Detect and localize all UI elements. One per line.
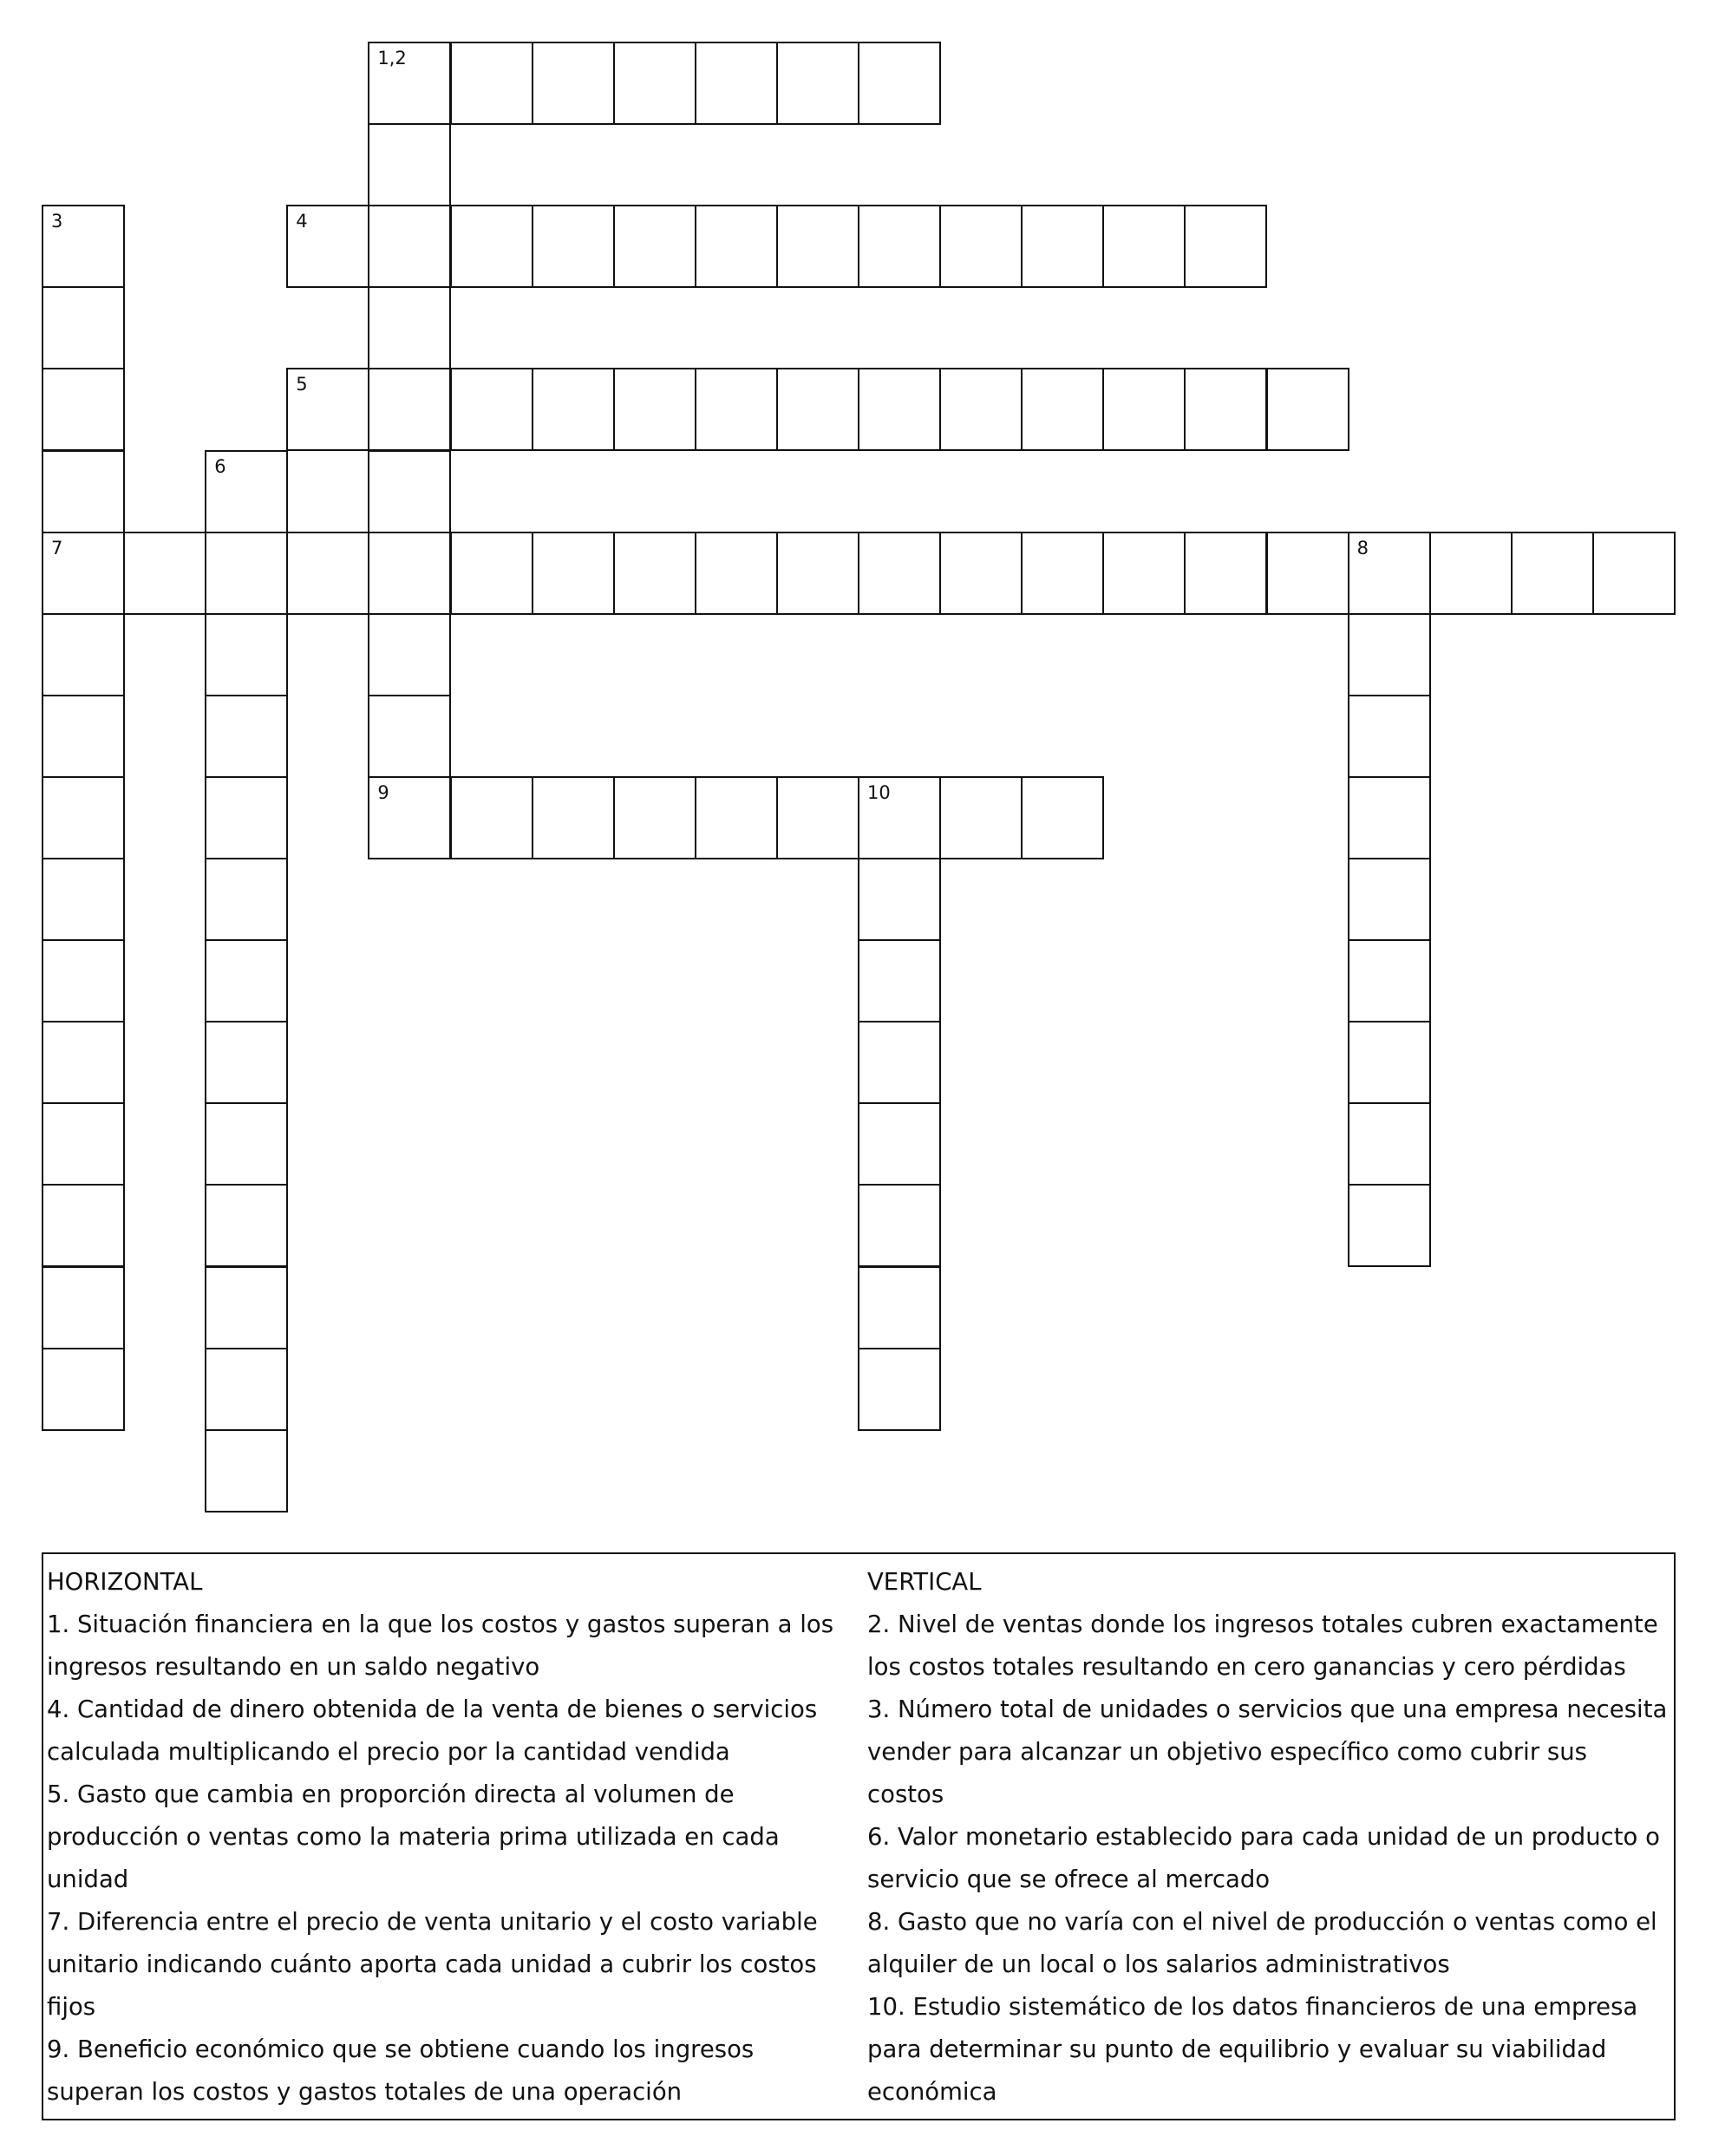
grid-cell[interactable] (1348, 939, 1431, 1022)
grid-cell[interactable] (205, 1102, 288, 1186)
grid-cell[interactable] (858, 1021, 941, 1104)
grid-cell[interactable] (1266, 368, 1349, 451)
grid-cell[interactable] (205, 858, 288, 941)
grid-cell[interactable] (368, 613, 451, 696)
grid-cell[interactable] (858, 1184, 941, 1267)
grid-cell[interactable] (613, 776, 696, 859)
clue-across-4: 4. Cantidad de dinero obtenida de la venta de bienes o servicios calculada multiplicando el precio por la cantidad vendida (47, 1695, 818, 1766)
grid-cell[interactable] (450, 205, 533, 288)
grid-cell[interactable] (286, 205, 369, 288)
grid-cell[interactable] (695, 532, 778, 615)
grid-cell[interactable] (1348, 1021, 1431, 1104)
grid-cell[interactable] (1184, 532, 1267, 615)
grid-cell[interactable] (776, 532, 859, 615)
grid-cell[interactable] (368, 205, 451, 288)
clue-number: 6 (214, 455, 226, 477)
grid-cell[interactable] (776, 776, 859, 859)
grid-cell[interactable] (1021, 368, 1104, 451)
grid-cell[interactable] (1266, 532, 1349, 615)
clue-number: 7 (51, 537, 63, 559)
clue-number: 4 (296, 211, 308, 232)
grid-cell[interactable] (450, 532, 533, 615)
grid-cell[interactable] (42, 1266, 125, 1349)
grid-cell[interactable] (368, 776, 451, 859)
grid-cell[interactable] (450, 368, 533, 451)
grid-cell[interactable] (286, 368, 369, 451)
grid-cell[interactable] (205, 1429, 288, 1512)
grid-cell[interactable] (695, 368, 778, 451)
grid-cell[interactable] (42, 368, 125, 451)
grid-cell[interactable] (858, 532, 941, 615)
grid-cell[interactable] (532, 532, 615, 615)
grid-cell[interactable] (776, 42, 859, 125)
grid-cell[interactable] (532, 42, 615, 125)
grid-cell[interactable] (205, 1266, 288, 1349)
grid-cell[interactable] (1021, 205, 1104, 288)
grid-cell[interactable] (776, 368, 859, 451)
grid-cell[interactable] (42, 1348, 125, 1431)
grid-cell[interactable] (1511, 532, 1594, 615)
vertical-heading: VERTICAL (867, 1568, 982, 1596)
grid-cell[interactable] (205, 695, 288, 778)
grid-cell[interactable] (776, 205, 859, 288)
grid-cell[interactable] (532, 368, 615, 451)
clue-across-5: 5. Gasto que cambia en proporción directa al volumen de producción o ventas como la materia prima utilizada en cada unidad (47, 1780, 780, 1893)
grid-cell[interactable] (939, 532, 1023, 615)
grid-cell[interactable] (205, 532, 288, 615)
clue-number: 10 (867, 781, 891, 803)
grid-cell[interactable] (695, 205, 778, 288)
grid-cell[interactable] (42, 776, 125, 859)
grid-cell[interactable] (939, 205, 1023, 288)
clue-number: 3 (51, 211, 63, 232)
clue-across-1: 1. Situación financiera en la que los costos y gastos superan a los ingresos resultando en un saldo negativo (47, 1610, 834, 1681)
grid-cell[interactable] (1348, 1102, 1431, 1186)
clue-number: 9 (377, 781, 389, 803)
clue-number: 1,2 (377, 48, 407, 69)
grid-cell[interactable] (42, 205, 125, 288)
clue-down-10: 10. Estudio sistemático de los datos financieros de una empresa para determinar su punto de equilibrio y evaluar su viabilidad económica (867, 1993, 1638, 2106)
grid-cell[interactable] (205, 450, 288, 533)
clue-down-6: 6. Valor monetario establecido para cada unidad de un producto o servicio que se ofrece al mercado (867, 1823, 1660, 1893)
grid-cell[interactable] (42, 939, 125, 1022)
horizontal-clues (47, 1561, 858, 2114)
grid-cell[interactable] (532, 205, 615, 288)
grid-cell[interactable] (1184, 368, 1267, 451)
grid-cell[interactable] (1021, 532, 1104, 615)
clue-across-9: 9. Beneficio económico que se obtiene cuando los ingresos superan los costos y gastos totales de una operación (47, 2035, 755, 2106)
clue-across-7: 7. Diferencia entre el precio de venta unitario y el costo variable unitario indicando cuánto aporta cada unidad a cubrir los costos fijos (47, 1908, 818, 2021)
grid-cell[interactable] (450, 776, 533, 859)
grid-cell[interactable] (858, 939, 941, 1022)
vertical-clues (867, 1561, 1670, 2114)
grid-cell[interactable] (858, 1102, 941, 1186)
grid-cell[interactable] (123, 532, 206, 615)
grid-cell[interactable] (1102, 532, 1186, 615)
grid-cell[interactable] (368, 368, 451, 451)
grid-cell[interactable] (1348, 1184, 1431, 1267)
grid-cell[interactable] (368, 286, 451, 369)
grid-cell[interactable] (42, 695, 125, 778)
grid-cell[interactable] (858, 1266, 941, 1349)
grid-cell[interactable] (1348, 613, 1431, 696)
grid-cell[interactable] (205, 613, 288, 696)
grid-cell[interactable] (205, 939, 288, 1022)
clue-down-2: 2. Nivel de ventas donde los ingresos totales cubren exactamente los costos totales resultando en cero ganancias y cero pérdidas (867, 1610, 1658, 1681)
clue-number: 5 (296, 374, 308, 395)
grid-cell[interactable] (286, 532, 369, 615)
grid-cell[interactable] (1184, 205, 1267, 288)
grid-cell[interactable] (1348, 858, 1431, 941)
grid-cell[interactable] (858, 205, 941, 288)
grid-cell[interactable] (42, 286, 125, 369)
horizontal-heading: HORIZONTAL (47, 1568, 203, 1596)
grid-cell[interactable] (858, 1348, 941, 1431)
grid-cell[interactable] (1429, 532, 1513, 615)
grid-cell[interactable] (42, 532, 125, 615)
grid-cell[interactable] (613, 368, 696, 451)
grid-cell[interactable] (368, 123, 451, 206)
clues-box (42, 1552, 1676, 2120)
grid-cell[interactable] (858, 368, 941, 451)
grid-cell[interactable] (42, 613, 125, 696)
grid-cell[interactable] (1348, 695, 1431, 778)
grid-cell[interactable] (368, 532, 451, 615)
grid-cell[interactable] (42, 1021, 125, 1104)
grid-cell[interactable] (205, 1184, 288, 1267)
grid-cell[interactable] (368, 695, 451, 778)
grid-cell[interactable] (532, 776, 615, 859)
grid-cell[interactable] (450, 42, 533, 125)
grid-cell[interactable] (695, 776, 778, 859)
grid-cell[interactable] (1348, 532, 1431, 615)
grid-cell[interactable] (939, 368, 1023, 451)
grid-cell[interactable] (1592, 532, 1676, 615)
grid-cell[interactable] (205, 776, 288, 859)
grid-cell[interactable] (613, 532, 696, 615)
grid-cell[interactable] (205, 1348, 288, 1431)
grid-cell[interactable] (613, 42, 696, 125)
grid-cell[interactable] (42, 1184, 125, 1267)
grid-cell[interactable] (695, 42, 778, 125)
grid-cell[interactable] (368, 450, 451, 533)
clue-down-3: 3. Número total de unidades o servicios que una empresa necesita vender para alcanzar un objetivo específico como cubrir sus costos (867, 1695, 1668, 1808)
grid-cell[interactable] (858, 858, 941, 941)
grid-cell[interactable] (1102, 368, 1186, 451)
grid-cell[interactable] (1102, 205, 1186, 288)
grid-cell[interactable] (613, 205, 696, 288)
grid-cell[interactable] (858, 776, 941, 859)
clue-number: 8 (1356, 537, 1369, 559)
grid-cell[interactable] (368, 42, 451, 125)
grid-cell[interactable] (939, 776, 1023, 859)
grid-cell[interactable] (205, 1021, 288, 1104)
grid-cell[interactable] (1348, 776, 1431, 859)
grid-cell[interactable] (1021, 776, 1104, 859)
clue-down-8: 8. Gasto que no varía con el nivel de producción o ventas como el alquiler de un local o los salarios administrativos (867, 1908, 1657, 1978)
grid-cell[interactable] (42, 1102, 125, 1186)
grid-cell[interactable] (42, 450, 125, 533)
grid-cell[interactable] (858, 42, 941, 125)
grid-cell[interactable] (42, 858, 125, 941)
